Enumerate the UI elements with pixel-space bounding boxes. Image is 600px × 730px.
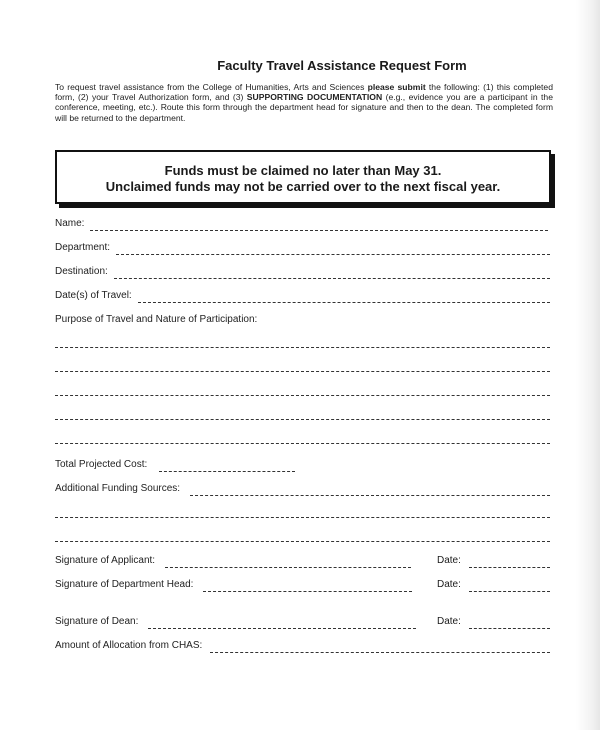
- intro-paragraph: To request travel assistance from the College of Humanities, Arts and Sciences please submit the following: (1) this completed form, (2) your Travel Authorization form, and (3) SUPPORTING DOCUMENTATION (e.g., evidence you are a participant in the conference, meeting, etc.). Route this form through the department head for signature and then to the dean. The completed form will be returned to the department.: [55, 82, 553, 123]
- applicant-signature-line[interactable]: [165, 557, 411, 568]
- purpose-line-3[interactable]: [55, 395, 550, 396]
- name-line[interactable]: [90, 220, 548, 231]
- notice-line-1: Funds must be claimed no later than May 31.: [164, 163, 442, 178]
- dean-signature-line[interactable]: [148, 618, 416, 629]
- applicant-date-field[interactable]: Date:: [437, 552, 550, 568]
- purpose-line-2[interactable]: [55, 371, 550, 372]
- funding-line-3[interactable]: [55, 541, 550, 542]
- dept-head-date-field[interactable]: Date:: [437, 576, 550, 592]
- funding-line-2[interactable]: [55, 517, 550, 518]
- purpose-line-1[interactable]: [55, 347, 550, 348]
- form-title: Faculty Travel Assistance Request Form: [217, 58, 467, 73]
- purpose-line-4[interactable]: [55, 419, 550, 420]
- deadline-notice-box: [55, 150, 551, 204]
- total-cost-line[interactable]: [159, 461, 295, 472]
- notice-line-2: Unclaimed funds may not be carried over to the next fiscal year.: [105, 179, 501, 194]
- destination-field[interactable]: Destination:: [55, 263, 550, 279]
- purpose-line-5[interactable]: [55, 443, 550, 444]
- additional-funding-field[interactable]: Additional Funding Sources:: [55, 480, 550, 496]
- dept-head-signature-line[interactable]: [203, 581, 412, 592]
- total-cost-field[interactable]: Total Projected Cost:: [55, 456, 295, 472]
- department-line[interactable]: [116, 244, 550, 255]
- applicant-signature-field[interactable]: Signature of Applicant:: [55, 552, 411, 568]
- allocation-field[interactable]: Amount of Allocation from CHAS:: [55, 637, 550, 653]
- dean-date-line[interactable]: [469, 618, 550, 629]
- name-field[interactable]: Name:: [55, 215, 548, 231]
- allocation-line[interactable]: [210, 642, 550, 653]
- dept-head-signature-field[interactable]: Signature of Department Head:: [55, 576, 412, 592]
- destination-line[interactable]: [114, 268, 550, 279]
- travel-dates-line[interactable]: [138, 292, 550, 303]
- dean-signature-field[interactable]: Signature of Dean:: [55, 613, 416, 629]
- applicant-date-line[interactable]: [469, 557, 550, 568]
- additional-funding-line[interactable]: [190, 485, 550, 496]
- page-edge-shadow: [576, 0, 600, 730]
- dept-head-date-line[interactable]: [469, 581, 550, 592]
- dean-date-field[interactable]: Date:: [437, 613, 550, 629]
- travel-dates-field[interactable]: Date(s) of Travel:: [55, 287, 550, 303]
- department-field[interactable]: Department:: [55, 239, 550, 255]
- purpose-label-row: Purpose of Travel and Nature of Participation:: [55, 314, 258, 325]
